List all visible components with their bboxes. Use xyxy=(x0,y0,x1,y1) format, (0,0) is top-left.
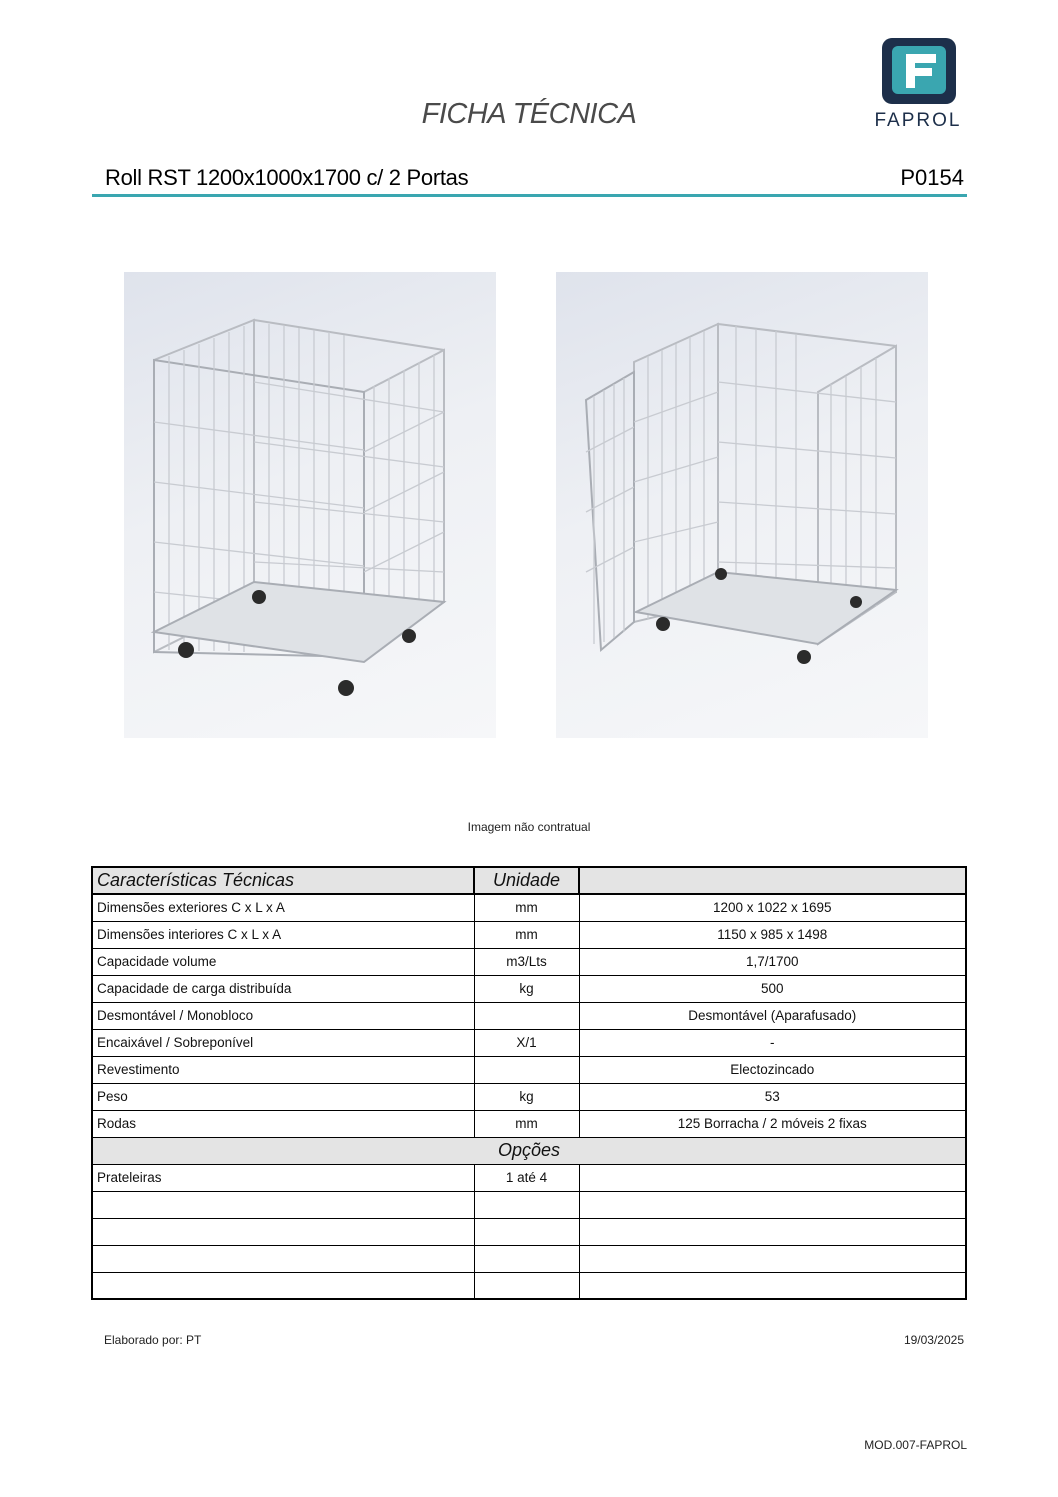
document-title: FICHA TÉCNICA xyxy=(421,98,637,130)
faprol-logo xyxy=(868,38,968,130)
row-unit xyxy=(474,1002,579,1029)
cage-open-illustration xyxy=(556,272,928,738)
option-label xyxy=(92,1245,474,1272)
option-unit xyxy=(474,1191,579,1218)
row-value: 53 xyxy=(579,1083,966,1110)
row-unit: m3/Lts xyxy=(474,948,579,975)
row-value: 1200 x 1022 x 1695 xyxy=(579,894,966,921)
product-code: P0154 xyxy=(900,165,964,190)
row-label: Capacidade de carga distribuída xyxy=(92,975,474,1002)
row-unit: kg xyxy=(474,1083,579,1110)
cage-closed-illustration xyxy=(124,272,496,738)
option-unit xyxy=(474,1272,579,1299)
row-unit: mm xyxy=(474,894,579,921)
image-disclaimer: Imagem não contratual xyxy=(467,820,591,834)
options-section-row xyxy=(92,1137,966,1164)
table-row xyxy=(92,1110,966,1137)
row-label: Peso xyxy=(92,1083,474,1110)
row-label: Dimensões exteriores C x L x A xyxy=(92,894,474,921)
row-unit: mm xyxy=(474,921,579,948)
header-unit: Unidade xyxy=(474,867,579,894)
row-label: Desmontável / Monobloco xyxy=(92,1002,474,1029)
row-value: 500 xyxy=(579,975,966,1002)
table-row xyxy=(92,921,966,948)
option-label xyxy=(92,1272,474,1299)
row-label: Encaixável / Sobreponível xyxy=(92,1029,474,1056)
product-photo-closed xyxy=(124,272,496,738)
table-row xyxy=(92,1029,966,1056)
row-label: Capacidade volume xyxy=(92,948,474,975)
option-label xyxy=(92,1191,474,1218)
table-row xyxy=(92,975,966,1002)
row-value: Desmontável (Aparafusado) xyxy=(579,1002,966,1029)
option-value xyxy=(579,1191,966,1218)
header-value xyxy=(579,867,966,894)
option-row xyxy=(92,1245,966,1272)
option-row xyxy=(92,1164,966,1191)
specifications-table xyxy=(91,866,967,1300)
option-label xyxy=(92,1218,474,1245)
document-date: 19/03/2025 xyxy=(903,1333,964,1347)
option-row xyxy=(92,1218,966,1245)
table-header-row xyxy=(92,867,966,894)
row-unit xyxy=(474,1056,579,1083)
row-value: - xyxy=(579,1029,966,1056)
logo-wordmark: FAPROL xyxy=(874,110,962,131)
row-value: 1,7/1700 xyxy=(579,948,966,975)
product-title: Roll RST 1200x1000x1700 c/ 2 Portas xyxy=(105,165,469,190)
row-label: Rodas xyxy=(92,1110,474,1137)
table-row xyxy=(92,1083,966,1110)
option-row xyxy=(92,1272,966,1299)
row-unit: kg xyxy=(474,975,579,1002)
table-row xyxy=(92,894,966,921)
options-title: Opções xyxy=(92,1137,966,1164)
option-unit: 1 até 4 xyxy=(474,1164,579,1191)
option-value xyxy=(579,1218,966,1245)
option-unit xyxy=(474,1218,579,1245)
row-unit: mm xyxy=(474,1110,579,1137)
row-value: Electozincado xyxy=(579,1056,966,1083)
faprol-logo-mark xyxy=(882,38,956,104)
form-code: MOD.007-FAPROL xyxy=(864,1438,967,1452)
table-row xyxy=(92,948,966,975)
table-row xyxy=(92,1056,966,1083)
author-note: Elaborado por: PT xyxy=(104,1333,202,1347)
row-value: 125 Borracha / 2 móveis 2 fixas xyxy=(579,1110,966,1137)
option-row xyxy=(92,1191,966,1218)
row-unit: X/1 xyxy=(474,1029,579,1056)
option-label: Prateleiras xyxy=(92,1164,474,1191)
header-characteristics: Características Técnicas xyxy=(92,867,474,894)
option-value xyxy=(579,1245,966,1272)
option-value xyxy=(579,1164,966,1191)
title-underline xyxy=(92,194,967,197)
row-label: Revestimento xyxy=(92,1056,474,1083)
row-label: Dimensões interiores C x L x A xyxy=(92,921,474,948)
option-value xyxy=(579,1272,966,1299)
product-photo-open xyxy=(556,272,928,738)
table-row xyxy=(92,1002,966,1029)
row-value: 1150 x 985 x 1498 xyxy=(579,921,966,948)
option-unit xyxy=(474,1245,579,1272)
